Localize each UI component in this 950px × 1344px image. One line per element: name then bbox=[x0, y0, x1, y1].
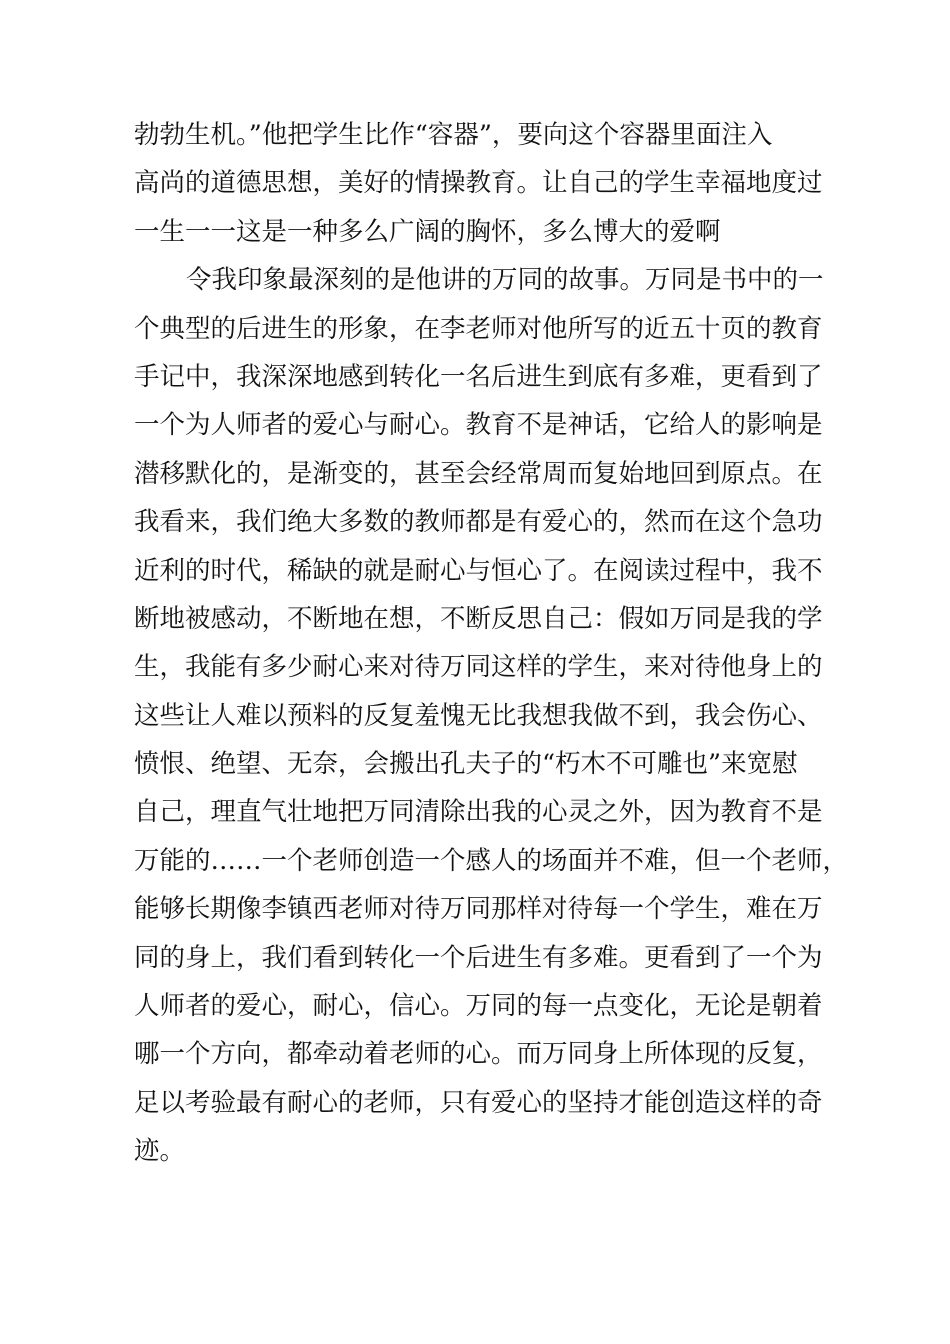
body-text bbox=[134, 111, 849, 1176]
text-line: 个典型的后进生的形象，在李老师对他所写的近五十页的教育 bbox=[134, 313, 823, 344]
text-line: 迹。 bbox=[134, 1136, 186, 1167]
text-line: 潜移默化的，是渐变的，甚至会经常周而复始地回到原点。在 bbox=[134, 458, 823, 489]
text-line: 勃勃生机。”他把学生比作“容器”，要向这个容器里面注入 bbox=[134, 120, 773, 150]
text-line: 自己，理直气壮地把万同清除出我的心灵之外，因为教育不是 bbox=[134, 797, 823, 828]
text-line: 近利的时代，稀缺的就是耐心与恒心了。在阅读过程中，我不 bbox=[134, 555, 823, 586]
text-line: 哪一个方向，都牵动着老师的心。而万同身上所体现的反复， bbox=[134, 1039, 823, 1070]
text-line: 这些让人难以预料的反复羞愧无比我想我做不到，我会伤心、 bbox=[134, 700, 823, 731]
text-line: 一个为人师者的爱心与耐心。教育不是神话，它给人的影响是 bbox=[134, 410, 823, 441]
text-line: 能够长期像李镇西老师对待万同那样对待每一个学生，难在万 bbox=[134, 894, 823, 925]
text-line: 同的身上，我们看到转化一个后进生有多难。更看到了一个为 bbox=[134, 942, 823, 973]
text-line: 我看来，我们绝大多数的教师都是有爱心的，然而在这个急功 bbox=[134, 507, 823, 538]
paragraph-first-line: 令我印象最深刻的是他讲的万同的故事。万同是书中的一 bbox=[186, 265, 824, 296]
text-line: 人师者的爱心，耐心，信心。万同的每一点变化，无论是朝着 bbox=[134, 991, 823, 1022]
text-line: 高尚的道德思想，美好的情操教育。让自己的学生幸福地度过 bbox=[134, 168, 823, 199]
text-line: 愤恨、绝望、无奈，会搬出孔夫子的“朽木不可雕也”来宽慰 bbox=[134, 749, 798, 780]
text-line: 断地被感动，不断地在想，不断反思自己：假如万同是我的学 bbox=[134, 603, 823, 634]
text-line: 生，我能有多少耐心来对待万同这样的学生，来对待他身上的 bbox=[134, 652, 823, 683]
text-line: 一生一一这是一种多么广阔的胸怀，多么博大的爱啊 bbox=[134, 216, 721, 247]
text-line: 手记中，我深深地感到转化一名后进生到底有多难，更看到了 bbox=[134, 361, 823, 392]
text-line: 足以考验最有耐心的老师，只有爱心的坚持才能创造这样的奇 bbox=[134, 1087, 823, 1118]
text-line: 万能的……一个老师创造一个感人的场面并不难，但一个老师， bbox=[134, 845, 849, 876]
